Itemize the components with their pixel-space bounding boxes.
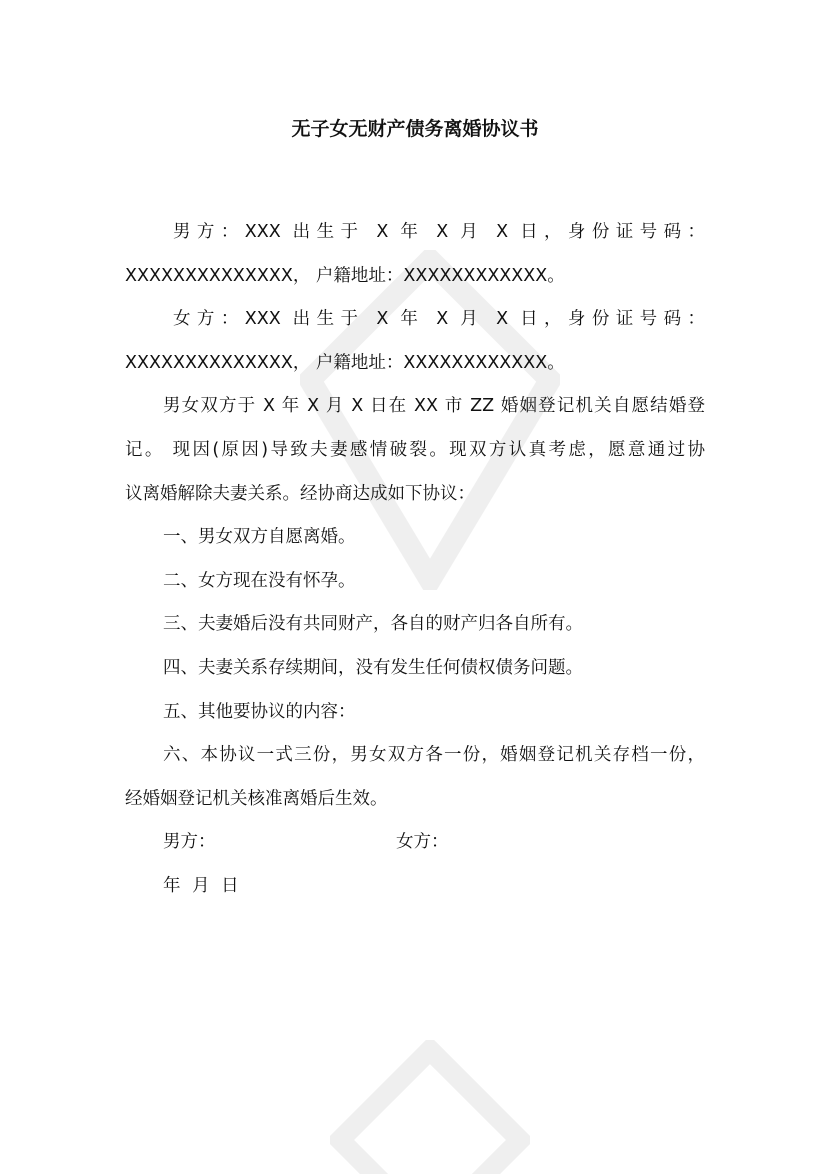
agreement-item-5: 五、其他要协议的内容： <box>163 701 356 722</box>
intro-line-1: 男女双方于 X 年 X 月 X 日在 XX 市 ZZ 婚姻登记机关自愿结婚登 <box>163 396 705 417</box>
male-signature-label: 男方： <box>163 832 216 853</box>
agreement-item-6-line-1: 六、本协议一式三份，男女双方各一份，婚姻登记机关存档一份， <box>163 745 705 766</box>
agreement-item-1: 一、男女双方自愿离婚。 <box>163 527 356 548</box>
date-line: 年 月 日 <box>163 875 239 896</box>
male-info-line-2: XXXXXXXXXXXXXX， 户籍地址：XXXXXXXXXXXX。 <box>125 265 565 286</box>
agreement-item-4: 四、夫妻关系存续期间，没有发生任何债权债务问题。 <box>163 657 583 678</box>
agreement-item-3: 三、夫妻婚后没有共同财产，各自的财产归各自所有。 <box>163 614 583 635</box>
intro-line-2: 记。 现因(原因)导致夫妻感情破裂。现双方认真考虑，愿意通过协 <box>125 439 705 460</box>
male-info-line-1: 男方：XXX 出生于 X 年 X 月 X 日，身份证号码： <box>173 222 705 242</box>
signature-row <box>125 828 705 872</box>
document-body <box>125 218 705 916</box>
female-signature-label: 女方： <box>396 832 449 853</box>
document-title: 无子女无财产债务离婚协议书 <box>291 118 539 140</box>
watermark <box>330 1040 530 1174</box>
agreement-item-6-line-2: 经婚姻登记机关核准离婚后生效。 <box>125 788 388 809</box>
female-info-line-1: 女方：XXX 出生于 X 年 X 月 X 日，身份证号码： <box>173 309 705 330</box>
agreement-item-2: 二、女方现在没有怀孕。 <box>163 570 356 591</box>
intro-line-3: 议离婚解除夫妻关系。经协商达成如下协议： <box>125 483 475 504</box>
female-info-line-2: XXXXXXXXXXXXXX， 户籍地址：XXXXXXXXXXXX。 <box>125 352 565 373</box>
